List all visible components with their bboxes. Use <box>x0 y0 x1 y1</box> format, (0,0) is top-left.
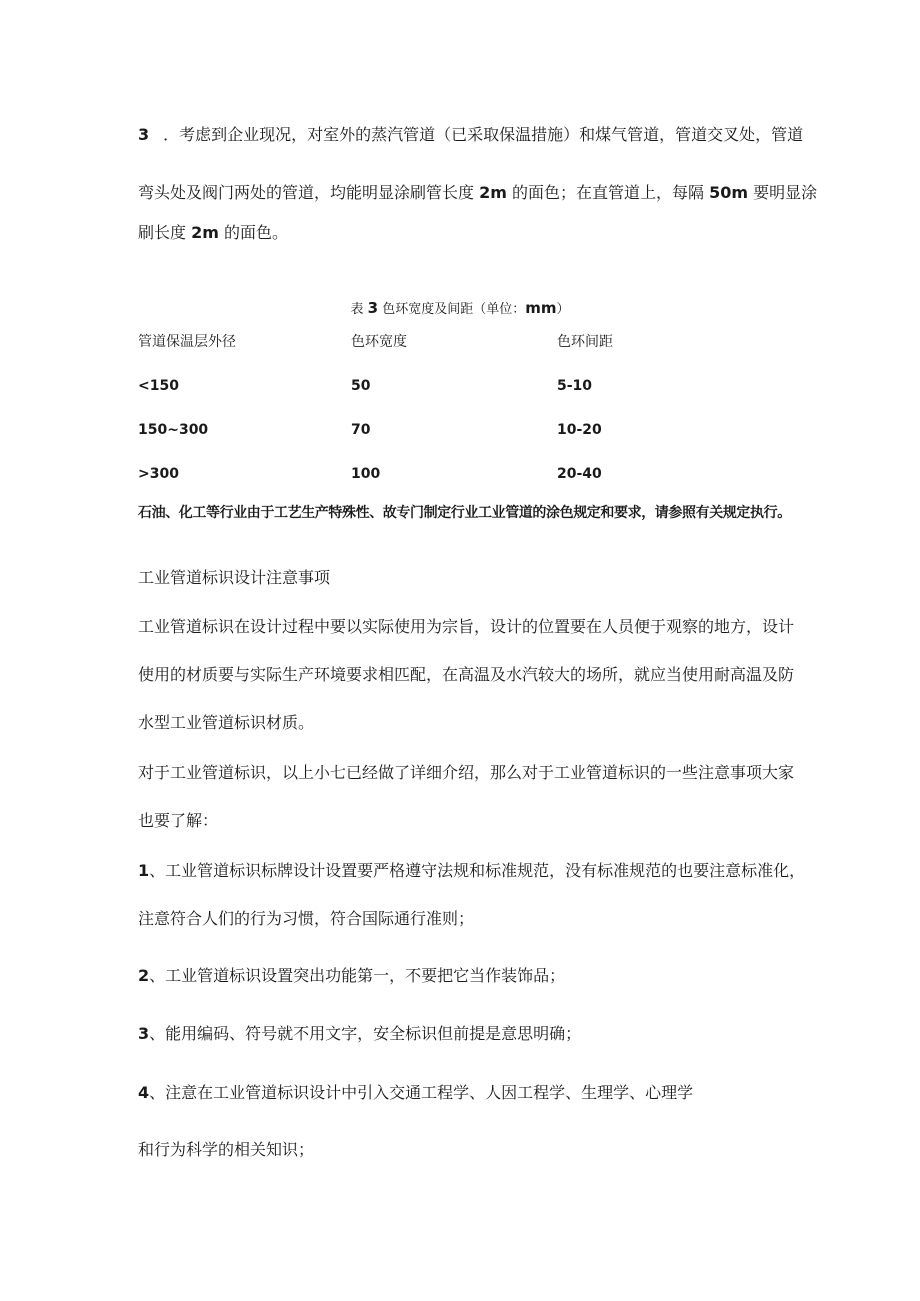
list-item <box>138 1023 581 1045</box>
list-item <box>138 1082 693 1104</box>
caption-close: ） <box>556 302 570 317</box>
para1-line2-e: 要明显涂 <box>753 183 818 202</box>
para1-number: 3 <box>138 125 150 144</box>
para1-line2-d: 50m <box>709 183 749 202</box>
list-item-text: 、注意在工业管道标识设计中引入交通工程学、人因工程学、生理学、心理学 <box>149 1083 694 1102</box>
table-cell: 50 <box>351 378 371 394</box>
para3-line1: 对于工业管道标识，以上小七已经做了详细介绍，那么对于工业管道标识的一些注意事项大家 <box>138 763 795 782</box>
list-item-text: 、工业管道标识设置突出功能第一，不要把它当作装饰品； <box>149 966 566 985</box>
table-cell: 150~300 <box>138 422 209 438</box>
table-cell: 10-20 <box>557 422 602 438</box>
para1-line3-c: 的面色。 <box>224 223 289 242</box>
para2-line1: 工业管道标识在设计过程中要以实际使用为宗旨，设计的位置要在人员便于观察的地方，设计 <box>138 617 795 636</box>
table-cell: 100 <box>351 466 381 482</box>
list-item-text: 、工业管道标识标牌设计设置要严格遵守法规和标准规范，没有标准规范的也要注意标准化， <box>149 861 806 880</box>
list-item-continuation: 注意符合人们的行为习惯，符合国际通行准则； <box>138 909 475 928</box>
list-item-number: 4 <box>138 1083 150 1102</box>
para2-line2: 使用的材质要与实际生产环境要求相匹配，在高温及水汽较大的场所，就应当使用耐高温及防 <box>138 665 795 684</box>
list-item-text: 、能用编码、符号就不用文字，安全标识但前提是意思明确； <box>149 1024 582 1043</box>
table-header-row <box>138 332 738 376</box>
table-caption <box>0 298 920 320</box>
caption-text: 色环宽度及间距（单位： <box>382 302 526 317</box>
para1-line2-b: 2m <box>479 183 507 202</box>
table-cell: 5-10 <box>557 378 593 394</box>
table-row <box>138 464 738 508</box>
table-cell: 70 <box>351 422 371 438</box>
section-title: 工业管道标识设计注意事项 <box>138 568 331 587</box>
caption-unit: mm <box>525 299 557 317</box>
list-item <box>138 965 565 987</box>
para1-line2-c: 的面色；在直管道上，每隔 <box>512 183 705 202</box>
para1-line1-text: ．考虑到企业现况，对室外的蒸汽管道（已采取保温措施）和煤气管道，管道交叉处，管道 <box>163 125 804 144</box>
list-item-number: 1 <box>138 861 150 880</box>
table-cell: >300 <box>138 466 179 482</box>
table-row <box>138 376 738 420</box>
para2-line3: 水型工业管道标识材质。 <box>138 713 315 732</box>
para3-line2: 也要了解： <box>138 811 219 830</box>
table-row <box>138 420 738 464</box>
para1-line2 <box>138 182 817 204</box>
table-cell: <150 <box>138 378 179 394</box>
para1-line3-b: 2m <box>191 223 219 242</box>
table-header-cell: 色环间距 <box>557 334 613 350</box>
color-ring-table <box>138 332 738 508</box>
table-cell: 20-40 <box>557 466 602 482</box>
list-item <box>138 860 805 882</box>
para1-line3 <box>138 222 288 244</box>
list-item-continuation: 和行为科学的相关知识； <box>138 1140 315 1159</box>
caption-prefix: 表 <box>350 302 364 317</box>
list-item-number: 2 <box>138 966 150 985</box>
table-header-cell: 管道保温层外径 <box>138 334 236 350</box>
para1-line1 <box>138 124 803 146</box>
table-header-cell: 色环宽度 <box>351 334 407 350</box>
table-note: 石油、化工等行业由于工艺生产特殊性、故专门制定行业工业管道的涂色规定和要求，请参照有关规定执行。 <box>138 505 791 521</box>
caption-number: 3 <box>367 299 379 317</box>
para1-line2-a: 弯头处及阀门两处的管道，均能明显涂刷管长度 <box>138 183 475 202</box>
list-item-number: 3 <box>138 1024 150 1043</box>
para1-line3-a: 刷长度 <box>138 223 187 242</box>
